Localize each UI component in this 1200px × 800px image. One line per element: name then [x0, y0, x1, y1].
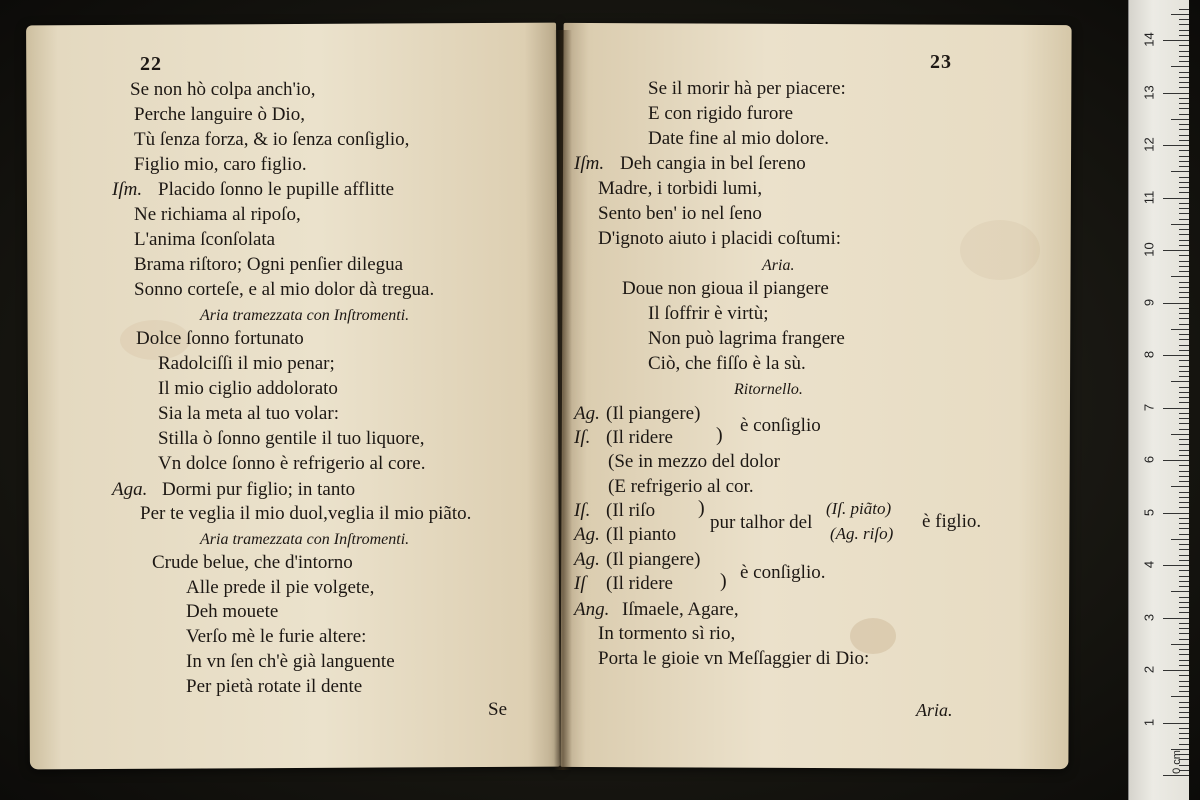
ruler-number: 13 [1141, 84, 1157, 100]
ruler-number: 11 [1141, 190, 1157, 204]
ruler-tick [1179, 707, 1189, 708]
ruler-tick [1179, 245, 1189, 246]
ruler-tick [1179, 61, 1189, 62]
ruler-tick [1179, 240, 1189, 241]
text-line: è conſiglio. [740, 562, 826, 583]
ruler-tick [1179, 45, 1189, 46]
ruler-number: 1 [1141, 718, 1157, 726]
ruler-tick [1179, 366, 1189, 367]
ruler-tick [1179, 30, 1189, 31]
book-gutter [554, 30, 572, 770]
ruler-tick [1179, 418, 1189, 419]
speaker-label: Iſm. [112, 179, 143, 200]
ruler-tick [1179, 733, 1189, 734]
ruler-tick [1179, 534, 1189, 535]
ruler-tick [1179, 255, 1189, 256]
ruler-number: 6 [1141, 455, 1157, 464]
ruler-tick [1179, 413, 1189, 414]
ruler-tick [1179, 544, 1189, 545]
ruler-tick [1179, 140, 1189, 141]
ruler-tick [1179, 576, 1189, 577]
ruler-tick [1179, 371, 1189, 372]
ruler-tick [1179, 313, 1189, 314]
ruler-tick [1171, 276, 1189, 277]
inline-speaker: (Ag. riſo) [830, 524, 894, 543]
ruler-number: 9 [1141, 298, 1157, 306]
speaker-label: Ag. [574, 403, 600, 424]
ruler-tick [1179, 114, 1189, 115]
ruler-tick [1179, 360, 1189, 361]
ruler-tick [1171, 329, 1189, 330]
ruler-tick [1179, 324, 1189, 325]
text-line: (Se in mezzo del dolor [608, 451, 781, 472]
text-line: (E refrigerio al cor. [608, 476, 754, 497]
ruler-tick [1179, 187, 1189, 188]
ruler-tick [1171, 119, 1189, 120]
ruler-tick [1179, 203, 1189, 204]
ruler-tick [1163, 460, 1189, 461]
text-line: Alle prede il pie volgete, [186, 577, 375, 598]
text-line: è conſiglio [740, 415, 821, 436]
ruler-tick [1179, 581, 1189, 582]
ruler-tick [1179, 549, 1189, 550]
ruler-number: 12 [1141, 137, 1157, 152]
ruler-tick [1179, 182, 1189, 183]
ruler-tick [1179, 98, 1189, 99]
stage-direction: Aria tramezzata con Inſtromenti. [200, 531, 410, 548]
ruler-tick [1179, 266, 1189, 267]
ruler-tick [1179, 208, 1189, 209]
ruler-tick [1179, 56, 1189, 57]
ruler-number: 2 [1141, 665, 1157, 674]
ruler-tick [1179, 135, 1189, 136]
text-line: Deh mouete [186, 601, 279, 622]
ruler-tick [1179, 423, 1189, 424]
stage-direction: Ritornello. [734, 381, 803, 398]
ruler-tick [1179, 502, 1189, 503]
text-line: (Il pianto [606, 524, 677, 545]
ruler-tick [1179, 691, 1189, 692]
text-line: E con rigido furore [648, 103, 794, 124]
ruler-tick [1179, 728, 1189, 729]
ruler-tick [1179, 649, 1189, 650]
ruler-tick [1163, 565, 1189, 566]
ruler-tick [1179, 602, 1189, 603]
ruler-tick [1179, 19, 1189, 20]
text-line: è figlio. [922, 511, 982, 532]
ruler-tick [1179, 282, 1189, 283]
ruler-tick [1179, 334, 1189, 335]
text-line: Sia la meta al tuo volar: [158, 403, 339, 424]
ruler-tick [1179, 9, 1189, 10]
ruler-tick [1179, 429, 1189, 430]
text-line: Se non hò colpa anch'io, [130, 79, 316, 100]
ruler-tick [1179, 675, 1189, 676]
ruler-number: 3 [1141, 613, 1157, 621]
text-line: Non può lagrima frangere [648, 328, 845, 349]
bracket-mark: ) [716, 424, 723, 446]
ruler-tick [1179, 318, 1189, 319]
text-line: Madre, i torbidi lumi, [598, 178, 763, 199]
text-line: Dormi pur figlio; in tanto [162, 479, 356, 500]
text-line: L'anima ſconſolata [134, 229, 276, 250]
text-line: Il ſoffrir è virtù; [648, 303, 769, 324]
ruler-tick [1179, 439, 1189, 440]
paper-stain [960, 220, 1040, 280]
ruler-tick [1163, 93, 1189, 94]
ruler-tick [1179, 612, 1189, 613]
ruler-tick [1179, 686, 1189, 687]
ruler-tick [1179, 35, 1189, 36]
text-line: Stilla ò ſonno gentile il tuo liquore, [158, 428, 425, 449]
ruler-tick [1179, 492, 1189, 493]
ruler-unit-label: 0 cm [1171, 750, 1184, 774]
text-line: Date fine al mio dolore. [648, 128, 829, 149]
text-line: Iſmaele, Agare, [622, 599, 739, 620]
ruler-tick [1179, 450, 1189, 451]
ruler-tick [1179, 161, 1189, 162]
ruler-tick [1179, 507, 1189, 508]
ruler-number: 14 [1141, 32, 1157, 47]
ruler-tick [1163, 250, 1189, 251]
ruler-tick [1179, 166, 1189, 167]
text-line: (Il ridere [606, 427, 673, 448]
ruler-tick [1179, 219, 1189, 220]
ruler-tick [1179, 213, 1189, 214]
ruler-tick [1179, 103, 1189, 104]
ruler-tick [1179, 177, 1189, 178]
text-line: Per pietà rotate il dente [186, 676, 363, 697]
speaker-label: Iſm. [574, 153, 605, 174]
ruler-tick [1163, 723, 1189, 724]
ruler-tick [1179, 124, 1189, 125]
ruler-tick [1171, 696, 1189, 697]
ruler-tick [1179, 660, 1189, 661]
ruler-tick [1179, 597, 1189, 598]
ruler-tick [1179, 271, 1189, 272]
text-line: Dolce ſonno fortunato [136, 328, 304, 349]
bracket-mark: ) [720, 570, 727, 592]
speaker-label: Ag. [574, 524, 600, 545]
catchword: Aria. [916, 700, 953, 720]
ruler-tick [1179, 192, 1189, 193]
ruler-tick [1179, 234, 1189, 235]
text-line: Crude belue, che d'intorno [152, 552, 353, 573]
text-line: Il mio ciglio addolorato [158, 378, 338, 399]
text-line: Radolciſſi il mio penar; [158, 353, 335, 374]
ruler-tick [1179, 51, 1189, 52]
text-line: Verſo mè le furie altere: [186, 626, 367, 647]
speaker-label: Iſ. [574, 500, 591, 521]
ruler-tick [1179, 345, 1189, 346]
ruler-tick [1179, 376, 1189, 377]
text-line: Sento ben' io nel ſeno [598, 203, 762, 224]
text-line: Brama riſtoro; Ogni penſier dilegua [134, 254, 404, 275]
text-line: Vn dolce ſonno è refrigerio al core. [158, 453, 426, 474]
ruler-tick [1179, 665, 1189, 666]
ruler-tick [1179, 623, 1189, 624]
speaker-label: Ang. [574, 599, 610, 620]
ruler-tick [1171, 171, 1189, 172]
text-line: (Il piangere) [606, 403, 701, 424]
ruler-tick [1179, 392, 1189, 393]
ruler-tick [1179, 681, 1189, 682]
ruler-tick [1179, 738, 1189, 739]
text-line: Sonno corteſe, e al mio dolor dà tregua. [134, 279, 435, 300]
measuring-ruler [1128, 0, 1189, 800]
speaker-label: Ag. [574, 549, 600, 570]
bracket-mark: ) [698, 497, 705, 519]
ruler-tick [1171, 591, 1189, 592]
ruler-tick [1179, 744, 1189, 745]
stage-direction: Aria. [762, 257, 795, 274]
text-line: (Il ridere [606, 573, 673, 594]
text-line: In vn ſen ch'è già languente [186, 651, 395, 672]
text-line: D'ignoto aiuto i placidi coſtumi: [598, 228, 842, 249]
text-line: Se il morir hà per piacere: [648, 78, 846, 99]
ruler-tick [1179, 397, 1189, 398]
ruler-tick [1179, 108, 1189, 109]
inline-speaker: (Iſ. piãto) [826, 499, 892, 518]
ruler-tick [1179, 712, 1189, 713]
ruler-tick [1171, 224, 1189, 225]
ruler-tick [1163, 355, 1189, 356]
page-number-left: 22 [140, 53, 162, 75]
text-line: Placido ſonno le pupille afflitte [158, 179, 395, 200]
ruler-tick [1179, 287, 1189, 288]
ruler-tick [1179, 229, 1189, 230]
ruler-tick [1179, 339, 1189, 340]
text-line: Ne richiama al ripoſo, [134, 204, 301, 225]
ruler-tick [1179, 607, 1189, 608]
ruler-tick [1179, 297, 1189, 298]
ruler-number: 7 [1141, 403, 1157, 411]
ruler-tick [1179, 129, 1189, 130]
ruler-tick [1171, 381, 1189, 382]
ruler-tick [1179, 402, 1189, 403]
text-line: In tormento sì rio, [598, 623, 736, 644]
catchword: Se [488, 699, 507, 720]
text-line: (Il piangere) [606, 549, 701, 570]
ruler-number: 5 [1141, 508, 1157, 516]
text-line: Figlio mio, caro figlio. [134, 154, 307, 175]
ruler-tick [1179, 455, 1189, 456]
ruler-tick [1179, 465, 1189, 466]
ruler-tick [1171, 539, 1189, 540]
ruler-tick [1179, 444, 1189, 445]
ruler-tick [1179, 633, 1189, 634]
ruler-tick [1163, 513, 1189, 514]
text-line: Ciò, che fiſſo è la sù. [648, 353, 806, 374]
ruler-tick [1179, 476, 1189, 477]
ruler-tick [1179, 586, 1189, 587]
ruler-tick [1179, 24, 1189, 25]
ruler-tick [1179, 77, 1189, 78]
speaker-label: Aga. [112, 479, 148, 500]
ruler-tick [1171, 644, 1189, 645]
ruler-tick [1179, 528, 1189, 529]
ruler-tick [1163, 775, 1189, 776]
ruler-tick [1179, 570, 1189, 571]
ruler-tick [1179, 702, 1189, 703]
ruler-tick [1163, 145, 1189, 146]
ruler-tick [1179, 555, 1189, 556]
ruler-tick [1163, 198, 1189, 199]
text-line: Deh cangia in bel ſereno [620, 153, 806, 174]
ruler-tick [1163, 303, 1189, 304]
stage-direction: Aria tramezzata con Inſtromenti. [200, 307, 410, 324]
ruler-tick [1179, 560, 1189, 561]
ruler-number: 4 [1141, 560, 1157, 569]
speaker-label: Iſ [574, 573, 586, 594]
ruler-tick [1179, 628, 1189, 629]
ruler-tick [1179, 350, 1189, 351]
ruler-tick [1179, 150, 1189, 151]
ruler-tick [1171, 434, 1189, 435]
ruler-tick [1179, 497, 1189, 498]
ruler-tick [1171, 486, 1189, 487]
text-line: Porta le gioie vn Meſſaggier di Dio: [598, 648, 870, 669]
ruler-tick [1179, 82, 1189, 83]
ruler-number: 10 [1141, 242, 1157, 257]
ruler-tick [1179, 156, 1189, 157]
text-line: Tù ſenza forza, & io ſenza conſiglio, [134, 129, 410, 150]
text-line: Perche languire ò Dio, [134, 104, 305, 125]
ruler-tick [1171, 66, 1189, 67]
ruler-tick [1179, 87, 1189, 88]
ruler-tick [1179, 518, 1189, 519]
ruler-number: 8 [1141, 350, 1157, 359]
ruler-tick [1179, 292, 1189, 293]
ruler-tick [1171, 14, 1189, 15]
ruler-tick [1179, 387, 1189, 388]
ruler-tick [1163, 40, 1189, 41]
ruler-tick [1179, 261, 1189, 262]
ruler-tick [1179, 481, 1189, 482]
text-line: Per te veglia il mio duol,veglia il mio piãto. [140, 503, 472, 524]
speaker-label: Iſ. [574, 427, 591, 448]
text-line: Doue non gioua il piangere [622, 278, 829, 299]
ruler-tick [1179, 523, 1189, 524]
ruler-tick [1179, 72, 1189, 73]
page-number-right: 23 [930, 51, 952, 73]
ruler-tick [1179, 639, 1189, 640]
ruler-tick [1163, 618, 1189, 619]
ruler-tick [1179, 471, 1189, 472]
ruler-tick [1163, 408, 1189, 409]
ruler-tick [1163, 670, 1189, 671]
ruler-tick [1179, 654, 1189, 655]
text-line: pur talhor del [710, 512, 813, 533]
text-line: (Il riſo [606, 500, 656, 521]
ruler-tick [1179, 717, 1189, 718]
ruler-tick [1179, 308, 1189, 309]
